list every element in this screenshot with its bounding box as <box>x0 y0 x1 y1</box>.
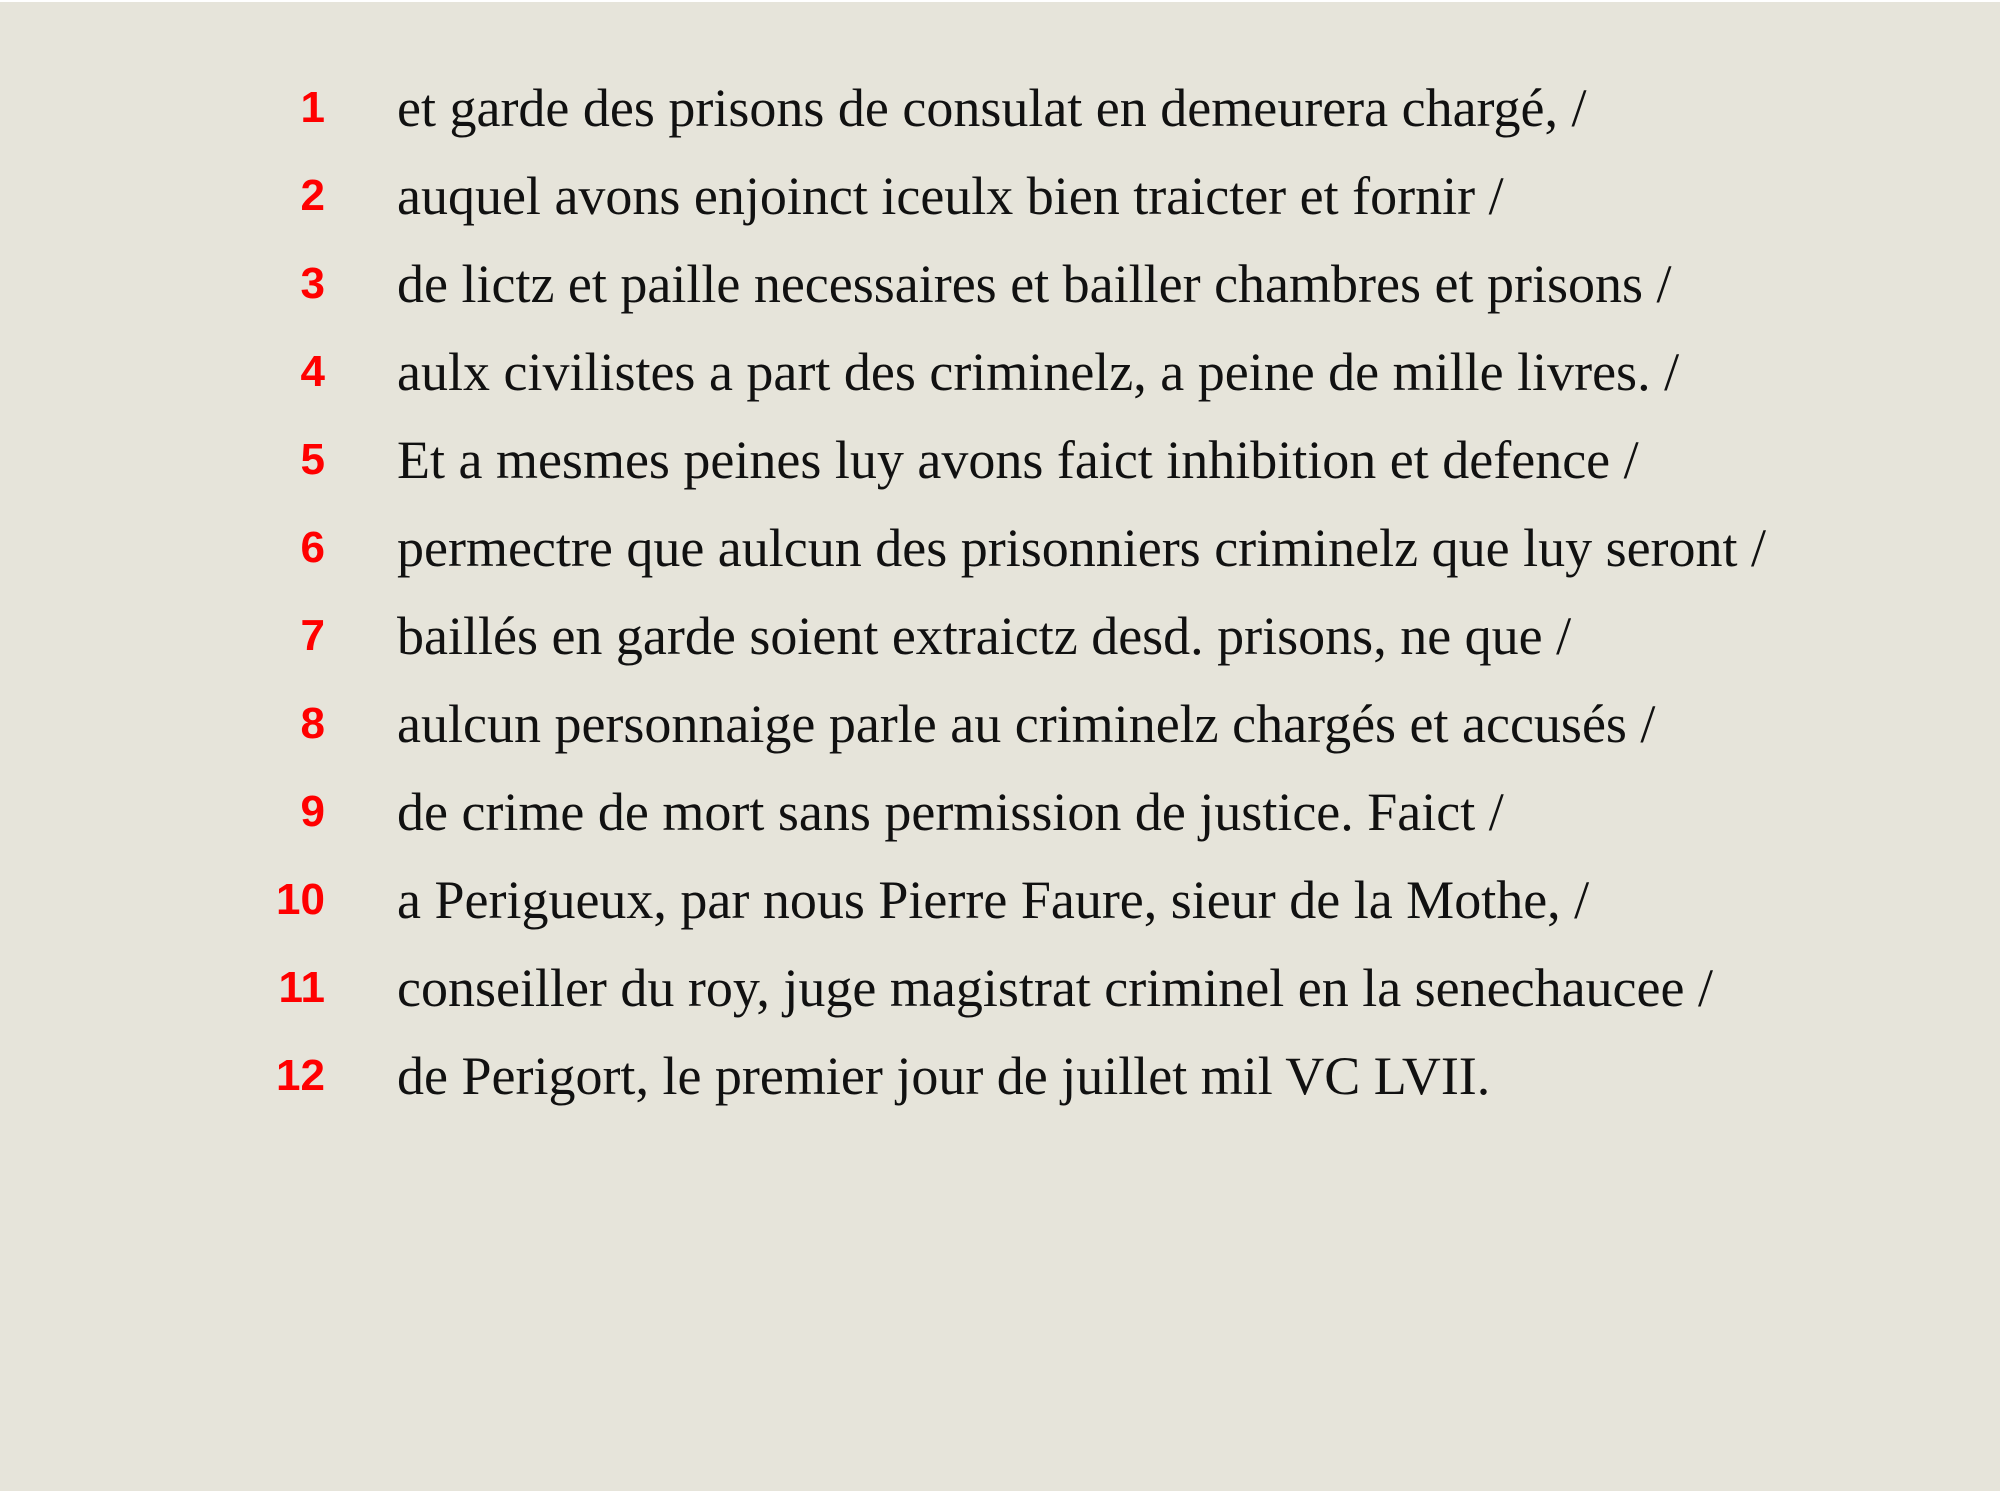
top-edge <box>0 0 2000 2</box>
transcription-line-9 <box>0 768 2000 856</box>
line-text: aulcun personnaige parle au criminelz chargés et accusés / <box>397 694 1656 754</box>
line-text: et garde des prisons de consulat en demeurera chargé, / <box>397 78 1587 138</box>
transcription-line-4 <box>0 328 2000 416</box>
transcription-line-11 <box>0 944 2000 1032</box>
line-text: conseiller du roy, juge magistrat criminel en la senechaucee / <box>397 958 1713 1018</box>
transcription-line-3 <box>0 240 2000 328</box>
line-number: 10 <box>276 875 325 924</box>
line-number: 6 <box>300 523 325 572</box>
transcription-line-6 <box>0 504 2000 592</box>
transcription-line-7 <box>0 592 2000 680</box>
line-text: auquel avons enjoinct iceulx bien traicter et fornir / <box>397 166 1504 226</box>
transcription-line-5 <box>0 416 2000 504</box>
line-text: baillés en garde soient extraictz desd. prisons, ne que / <box>397 606 1572 666</box>
transcription-line-10 <box>0 856 2000 944</box>
line-number: 3 <box>300 259 325 308</box>
line-number: 2 <box>300 171 325 220</box>
transcription-line-8 <box>0 680 2000 768</box>
line-text: de lictz et paille necessaires et bailler chambres et prisons / <box>397 254 1672 314</box>
line-text: permectre que aulcun des prisonniers criminelz que luy seront / <box>397 518 1767 578</box>
line-text: de Perigort, le premier jour de juillet mil VC LVII. <box>397 1046 1491 1106</box>
transcription <box>0 64 2000 1120</box>
line-text: de crime de mort sans permission de justice. Faict / <box>397 782 1504 842</box>
transcription-line-2 <box>0 152 2000 240</box>
line-text: aulx civilistes a part des criminelz, a peine de mille livres. / <box>397 342 1680 402</box>
line-number: 1 <box>300 83 325 132</box>
line-text: Et a mesmes peines luy avons faict inhibition et defence / <box>397 430 1639 490</box>
line-number: 5 <box>300 435 325 484</box>
line-number: 8 <box>300 699 325 748</box>
line-text: a Perigueux, par nous Pierre Faure, sieur de la Mothe, / <box>397 870 1590 930</box>
line-number: 11 <box>278 963 325 1012</box>
transcription-line-12 <box>0 1032 2000 1120</box>
transcription-line-1 <box>0 64 2000 152</box>
line-number: 12 <box>276 1051 325 1100</box>
line-number: 4 <box>300 347 325 396</box>
line-number: 7 <box>300 611 325 660</box>
line-number: 9 <box>300 787 325 836</box>
